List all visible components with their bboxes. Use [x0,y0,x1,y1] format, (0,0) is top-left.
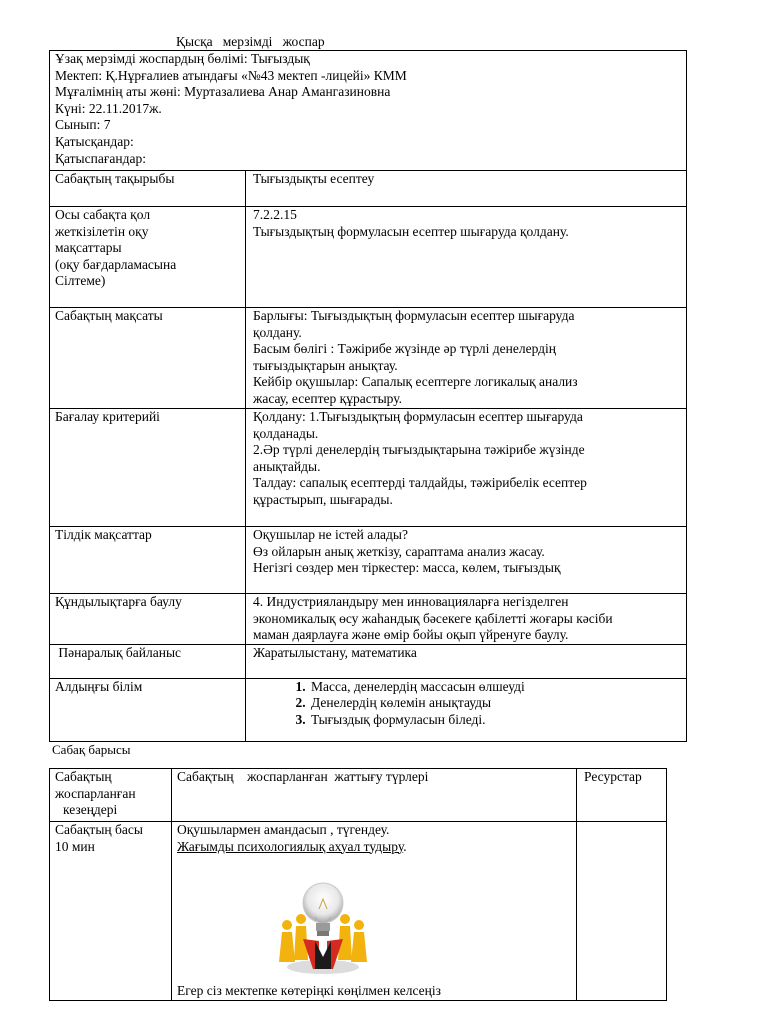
stage-header-line: Сабақтың [55,769,112,784]
content-line: Талдау: сапалық есептерді талдайды, тәжірибелік есептер [253,475,587,491]
stage-header-line: жоспарланған [55,785,136,801]
table-row [50,527,687,594]
table-row [50,171,687,207]
stage-header [50,769,172,822]
content-line: Тығыздықтың формуласын есептер шығаруда қолдану. [253,223,569,239]
resources-header-text: Ресурстар [584,769,642,784]
label-line: Пәнаралық байланыс [55,644,182,660]
list-item: 2. Денелердің көлемін анықтауды [309,695,686,712]
row-content [246,171,687,207]
row-label [50,594,246,645]
header-row [50,51,687,171]
team-lightbulb-icon [275,879,371,979]
stage-line: 10 мин [55,838,95,854]
content-line: Оқушылар не істей алады? [253,527,408,542]
table-row [50,594,687,645]
content-line: 7.2.2.15 [253,207,297,222]
resources-cell [577,822,667,1001]
table-row [50,409,687,527]
label-line: Алдыңғы білім [55,678,143,694]
row-label [50,171,246,207]
content-line: Кейбір оқушылар: Сапалық есептерге логикалық анализ [253,374,578,390]
row-label [50,207,246,308]
lesson-flow-table [49,768,667,1001]
row-content [246,207,687,308]
stage-cell [50,822,172,1001]
content-line: Өз ойларын анық жеткізу, сараптама анализ жасау. [253,543,545,559]
label-line: жеткізілетін оқу [55,223,149,239]
lesson-plan-table [49,50,687,742]
resources-header [577,769,667,822]
header-info [50,51,687,171]
row-content [246,678,687,741]
list-item: 1. Масса, денелердің массасын өлшеуді [309,679,686,696]
label-line: Сілтеме) [55,273,106,289]
content-line: Қолдану: 1.Тығыздықтың формуласын есептер шығаруда [253,409,583,424]
activity-line [177,839,576,856]
present-line: Қатысқандар: [55,133,134,149]
content-line: тығыздықтарын анықтау. [253,357,398,373]
list-item: 3. Тығыздық формуласын біледі. [309,712,686,729]
table-row [50,207,687,308]
content-line: экономикалық өсу жаһандық бәсекеге қабілетті жоғары кәсіби [253,610,613,626]
date-line: Күні: 22.11.2017ж. [55,100,162,116]
activity-bottom-text: Егер сіз мектепке көтеріңкі көңілмен келсеңіз [177,983,441,999]
absent-line: Қатыспағандар: [55,150,146,166]
row-label [50,644,246,678]
content-line: Барлығы: Тығыздықтың формуласын есептер шығаруда [253,308,575,323]
stage-header-line: кезеңдері [63,802,118,818]
content-line: Тығыздықты есептеу [253,171,375,186]
content-line: 2.Әр түрлі денелердің тығыздықтарына тәжірибе жүзінде [253,442,585,458]
section-title: Сабақ барысы [52,742,131,757]
content-line: маман даярлауға және өмір бойы оқып үйренуге баулу. [253,627,569,643]
label-line: Құндылықтарға баулу [55,594,182,609]
content-line: қолдану. [253,324,302,340]
content-line: анықтайды. [253,458,321,474]
row-content [246,308,687,409]
row-label [50,527,246,594]
label-line: (оқу бағдарламасына [55,256,177,272]
label-line: Тілдік мақсаттар [55,527,152,542]
underlined-activity: Жағымды психологиялық ахуал тудыру [177,838,404,854]
page-title: Қысқа мерзімді жоспар [176,34,325,49]
row-content [246,409,687,527]
row-label [50,678,246,741]
label-line: Осы сабақта қол [55,207,151,222]
stage-line: Сабақтың басы [55,822,143,837]
content-line: 4. Индустрияландыру мен инновацияларға негізделген [253,594,569,609]
activity-suffix: . [403,838,407,854]
activities-header-text: Сабақтың жоспарланған жаттығу түрлері [177,769,429,784]
long-term-plan-line: Ұзақ мерзімді жоспардың бөлімі: Тығыздық [55,51,310,66]
row-content [246,527,687,594]
school-line: Мектеп: Қ.Нұрғалиев атындағы «№43 мектеп -лицейі» КММ [55,67,407,83]
plan-row [50,822,667,1001]
label-line: мақсаттары [55,240,122,256]
content-line: құрастырып, шығарады. [253,491,393,507]
content-line: Жаратылыстану, математика [253,644,417,660]
activity-line: Оқушылармен амандасып , түгендеу. [177,822,390,837]
label-line: Бағалау критерийі [55,409,160,424]
content-line: Басым бөлігі : Тәжірибе жүзінде әр түрлі денелердің [253,341,557,357]
row-label [50,409,246,527]
row-label [50,308,246,409]
row-content [246,594,687,645]
table-row [50,678,687,741]
table-row [50,644,687,678]
plan-header-row [50,769,667,822]
content-line: жасау, есептер құрастыру. [253,390,403,406]
label-line: Сабақтың тақырыбы [55,171,175,186]
activities-header [172,769,577,822]
row-content [246,644,687,678]
activities-cell [172,822,577,1001]
teacher-line: Мұғалімнің аты жөні: Муртазалиева Анар Амангазиновна [55,84,391,100]
prior-knowledge-list [253,679,686,729]
content-line: қолданады. [253,425,319,441]
content-line: Негізгі сөздер мен тіркестер: масса, көлем, тығыздық [253,560,561,576]
class-line: Сынып: 7 [55,117,111,133]
label-line: Сабақтың мақсаты [55,308,163,323]
table-row [50,308,687,409]
